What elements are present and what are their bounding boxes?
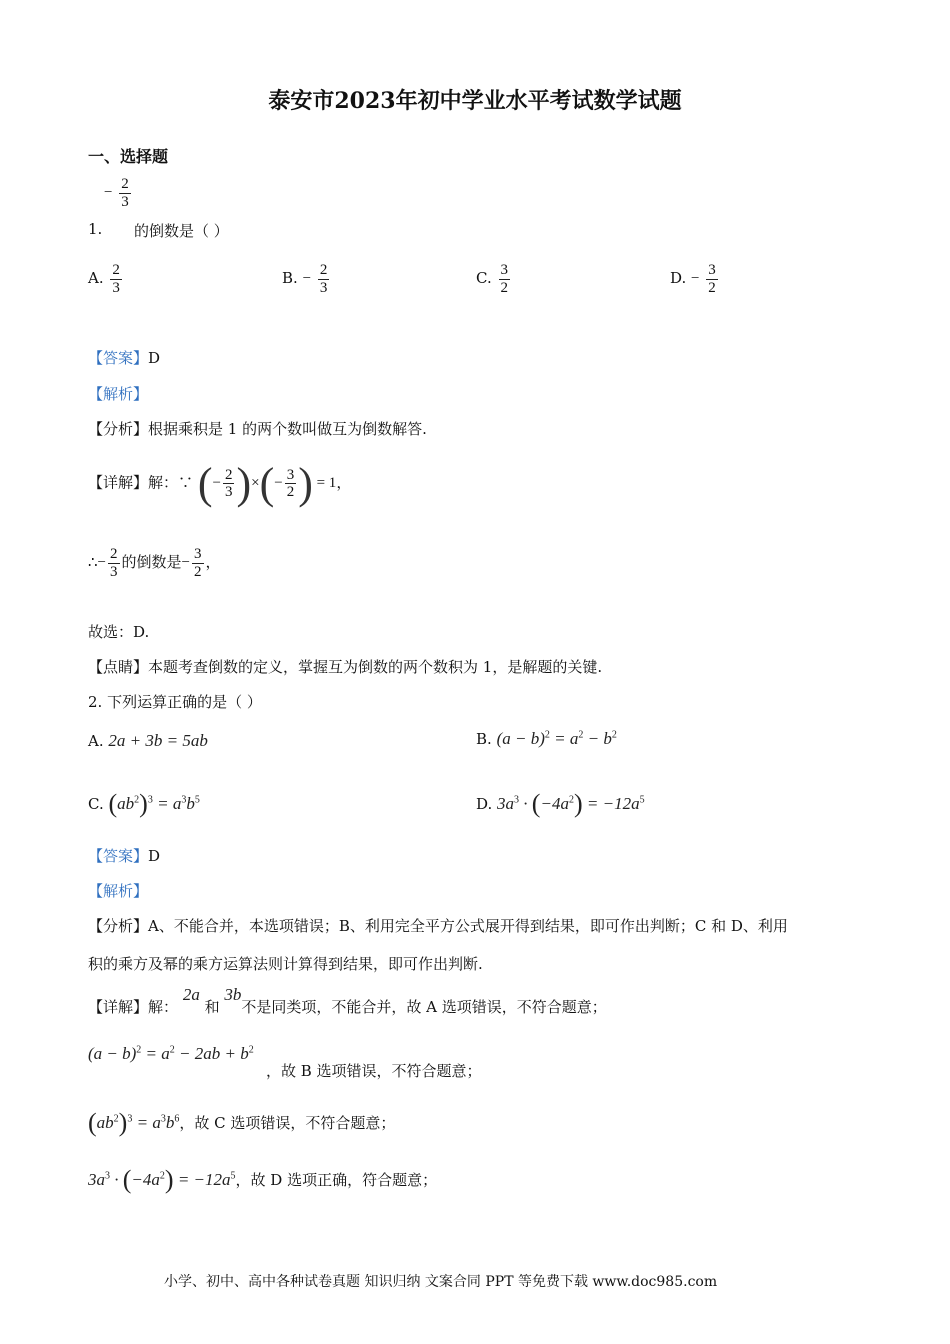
q1-option-c[interactable]: C. $\frac{3}{2}$ bbox=[476, 262, 508, 296]
fraction: $\frac{2}{3}$ bbox=[110, 546, 118, 580]
math-expression: $3a^3 \cdot (-4a^2) = -12a^5$ bbox=[88, 1165, 236, 1194]
fraction: $\frac{3}{2}$ bbox=[500, 262, 508, 296]
math-expression: $(a - b)^2 = a^2 - 2ab + b^2$ bbox=[88, 1044, 254, 1063]
section-heading: 一、选择题 bbox=[88, 147, 169, 166]
q1-therefore: ∴− $\frac{2}{3}$ 的倒数是− $\frac{3}{2}$ ， bbox=[88, 546, 221, 580]
page-title: 泰安市2023年初中学业水平考试数学试题 bbox=[268, 88, 682, 114]
fraction: $\frac{3}{2}$ bbox=[708, 262, 716, 296]
q1-number: 1. bbox=[88, 220, 103, 238]
q1-analysis-tag: 【解析】 bbox=[88, 385, 149, 403]
q2-answer: 【答案】D bbox=[88, 847, 161, 865]
footer-text: 小学、初中、高中各种试卷真题 知识归纳 文案合同 PPT 等免费下载 www.doc985.com bbox=[164, 1274, 718, 1290]
fraction: $\frac{2}{3}$ bbox=[224, 466, 233, 500]
q1-fenxi: 【分析】根据乘积是 1 的两个数叫做互为倒数解答. bbox=[88, 420, 427, 438]
q1-dianjing: 【点睛】本题考查倒数的定义，掌握互为倒数的两个数积为 1，是解题的关键. bbox=[88, 658, 603, 676]
math-expression: $(ab^2)^3 = a^3b^6$ bbox=[88, 1108, 180, 1137]
q1-stem-fraction: − $\frac{2}{3}$ bbox=[104, 176, 129, 210]
q2-fenxi-line1: 【分析】A、不能合并，本选项错误；B、利用完全平方公式展开得到结果，即可作出判断；C 和 D、利用 bbox=[88, 917, 788, 935]
q1-option-a[interactable]: A. $\frac{2}{3}$ bbox=[88, 262, 120, 296]
q2-line-d: $3a^3 \cdot (-4a^2) = -12a^5$，故 D 选项正确，符合题意； bbox=[88, 1165, 438, 1194]
math-expression: 2a + 3b = 5ab bbox=[108, 731, 208, 750]
q2-analysis-tag: 【解析】 bbox=[88, 882, 149, 900]
fraction: $\frac{3}{2}$ bbox=[286, 466, 295, 500]
q2-stem: 2. 下列运算正确的是（ ） bbox=[88, 693, 262, 711]
q2-option-c[interactable]: C. $(ab^2)^3 = a^3b^5$ bbox=[88, 789, 200, 818]
q2-fenxi-line2: 积的乘方及幂的乘方运算法则计算得到结果，即可作出判断. bbox=[88, 955, 483, 973]
q1-answer: 【答案】D bbox=[88, 349, 161, 367]
math-expression: $(ab^2)^3 = a^3b^5$ bbox=[108, 789, 200, 818]
q2-line-b-text: ，故 B 选项错误，不符合题意； bbox=[266, 1062, 482, 1080]
q2-line-c: $(ab^2)^3 = a^3b^6$，故 C 选项错误，不符合题意； bbox=[88, 1108, 396, 1137]
math-expression: $3a^3 \cdot (-4a^2) = -12a^5$ bbox=[497, 789, 645, 818]
math-expression: $(a - b)^2 = a^2 - b^2$ bbox=[496, 729, 617, 748]
q1-option-b[interactable]: B. − $\frac{2}{3}$ bbox=[282, 262, 328, 296]
q2-line-b bbox=[88, 1044, 254, 1064]
fraction: $\frac{2}{3}$ bbox=[319, 262, 328, 296]
q2-option-a[interactable]: A. 2a + 3b = 5ab bbox=[88, 731, 208, 750]
q2-option-b[interactable]: B. $(a - b)^2 = a^2 - b^2$ bbox=[476, 729, 617, 748]
fraction: $\frac{2}{3}$ bbox=[112, 262, 120, 296]
q1-stem: 的倒数是（ ） bbox=[134, 222, 229, 240]
q1-detail: 【详解】解：∵ (− $\frac{2}{3}$ )×(− $\frac{3}{2}$ ) = 1， bbox=[88, 459, 352, 508]
q1-choose: 故选：D. bbox=[88, 623, 150, 641]
fraction: $\frac{3}{2}$ bbox=[194, 546, 202, 580]
fraction: $\frac{2}{3}$ bbox=[121, 176, 129, 210]
q2-detail: 【详解】解： 2a 和 3b不是同类项，不能合并，故 A 选项错误，不符合题意； bbox=[88, 985, 607, 1016]
q1-option-d[interactable]: D. − $\frac{3}{2}$ bbox=[670, 262, 716, 296]
q2-option-d[interactable]: D. $3a^3 \cdot (-4a^2) = -12a^5$ bbox=[476, 789, 645, 818]
